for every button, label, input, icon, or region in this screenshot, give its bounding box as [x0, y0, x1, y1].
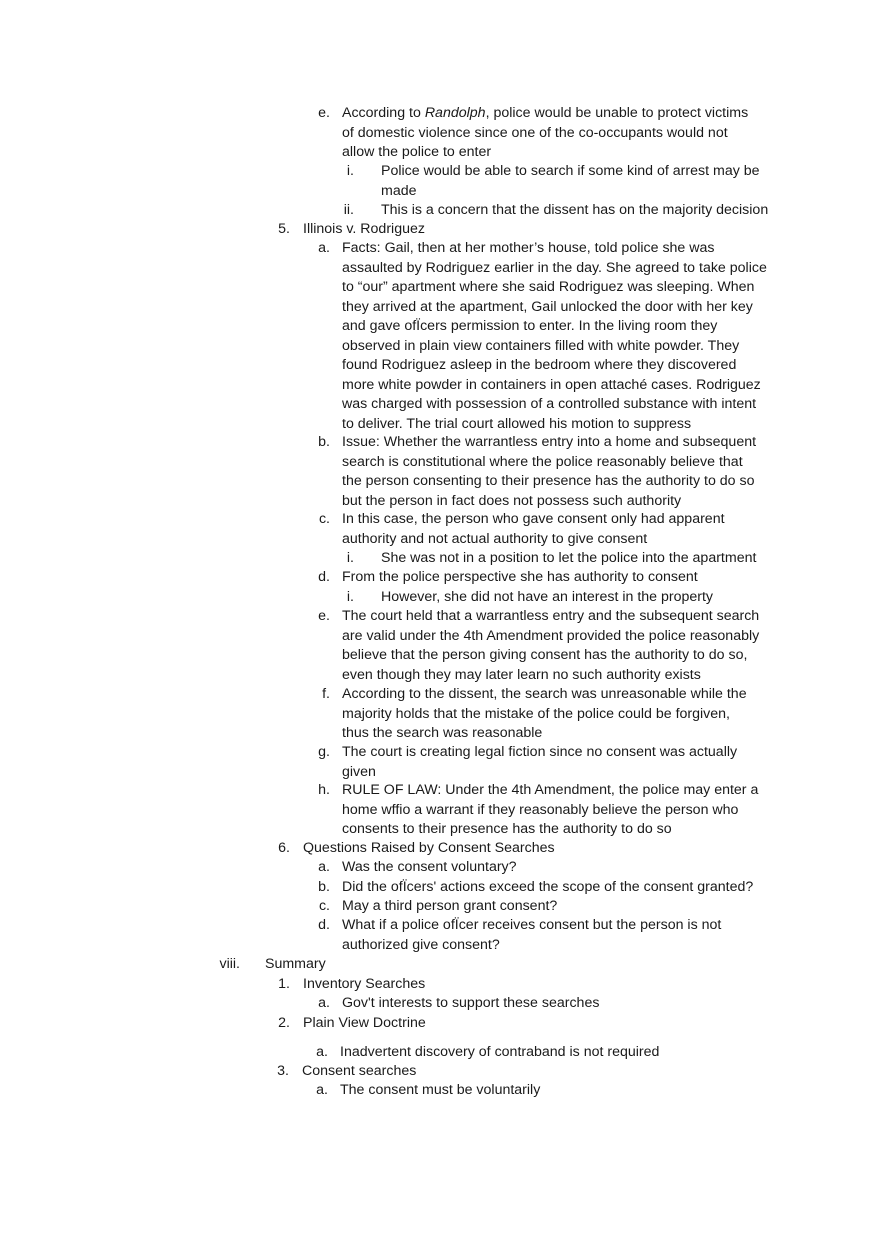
list-text: Summary — [265, 956, 326, 972]
text-fragment: According to — [342, 105, 425, 121]
list-marker: 1. — [278, 976, 290, 992]
list-text: Questions Raised by Consent Searches — [303, 840, 555, 856]
list-marker: ii. — [343, 202, 354, 218]
list-text: they arrived at the apartment, Gail unlocked the door with her key — [342, 298, 753, 315]
list-text: home wffio a warrant if they reasonably believe the person who — [342, 801, 739, 818]
list-text: Consent searches — [302, 1063, 417, 1079]
list-text: of domestic violence since one of the co-occupants would not — [342, 124, 728, 141]
list-marker: b. — [318, 434, 330, 450]
list-marker: a. — [318, 859, 330, 875]
list-text: May a third person grant consent? — [342, 898, 558, 914]
list-marker: a. — [316, 1082, 328, 1098]
list-text: Issue: Whether the warrantless entry into a home and subsequent — [342, 434, 757, 450]
list-text: Police would be able to search if some kind of arrest may be — [381, 163, 760, 179]
list-marker: a. — [316, 1044, 328, 1060]
list-marker: d. — [318, 917, 330, 933]
list-text: This is a concern that the dissent has on the majority decision — [381, 202, 769, 218]
list-text: According to the dissent, the search was unreasonable while the — [342, 686, 747, 702]
list-text: RULE OF LAW: Under the 4th Amendment, the police may enter a — [342, 782, 759, 798]
list-text: What if a police ofÏcer receives consent but the person is not — [342, 917, 722, 933]
list-marker: i. — [346, 550, 354, 566]
list-marker: 3. — [277, 1063, 289, 1079]
list-text: The court is creating legal fiction since no consent was actually — [342, 744, 738, 760]
list-marker: 5. — [278, 221, 290, 237]
list-text: more white powder in containers in open attaché cases. Rodriguez — [342, 376, 761, 393]
list-text: Inadvertent discovery of contraband is not required — [340, 1044, 660, 1060]
list-text: found Rodriguez asleep in the bedroom where they discovered — [342, 357, 737, 373]
list-marker: h. — [318, 782, 330, 798]
list-text: thus the search was reasonable — [342, 725, 543, 741]
list-text: search is constitutional where the police reasonably believe that — [342, 453, 743, 470]
list-text: Gov't interests to support these searches — [342, 995, 600, 1011]
list-marker: 2. — [278, 1015, 290, 1031]
list-text: observed in plain view containers filled with white powder. They — [342, 337, 740, 354]
list-text: believe that the person giving consent has the authority to do so, — [342, 647, 748, 663]
list-marker: a. — [318, 240, 330, 256]
list-marker: c. — [318, 898, 330, 914]
list-marker: a. — [318, 995, 330, 1011]
list-marker: d. — [318, 569, 330, 585]
list-text: assaulted by Rodriguez earlier in the day. She agreed to take police — [342, 259, 767, 276]
list-text: to deliver. The trial court allowed his motion to suppress — [342, 415, 692, 432]
list-text: The court held that a warrantless entry and the subsequent search — [342, 608, 760, 624]
list-marker: c. — [318, 511, 330, 527]
list-marker: i. — [346, 589, 354, 605]
list-marker: g. — [318, 744, 330, 760]
list-text: She was not in a position to let the police into the apartment — [381, 550, 757, 566]
list-marker: 6. — [278, 840, 290, 856]
list-marker: viii. — [219, 956, 240, 972]
list-marker: f. — [322, 686, 330, 702]
list-marker: i. — [346, 163, 354, 179]
list-text: the person consenting to their presence has the authority to do so — [342, 473, 755, 489]
list-text: Inventory Searches — [303, 976, 426, 992]
list-marker: e. — [318, 608, 330, 624]
list-text: even though they may later learn no such authority exists — [342, 666, 701, 683]
list-text: to “our” apartment where she said Rodriguez was sleeping. When — [342, 279, 755, 295]
list-text: allow the police to enter — [342, 144, 492, 160]
list-text: given — [342, 763, 376, 780]
list-text: authority and not actual authority to give consent — [342, 530, 648, 547]
list-text: was charged with possession of a controlled substance with intent — [342, 396, 757, 412]
list-text: However, she did not have an interest in the property — [381, 589, 714, 605]
list-text: majority holds that the mistake of the police could be forgiven, — [342, 705, 731, 722]
list-text: and gave ofÏcers permission to enter. In the living room they — [342, 318, 718, 334]
text-fragment: , police would be unable to protect victims — [485, 105, 749, 121]
list-text — [342, 104, 748, 124]
list-marker: e. — [318, 105, 330, 121]
list-text: made — [381, 182, 417, 199]
list-marker: b. — [318, 879, 330, 895]
list-text: From the police perspective she has authority to consent — [342, 569, 698, 585]
list-text: Illinois v. Rodriguez — [303, 221, 425, 237]
list-text: Facts: Gail, then at her mother’s house, told police she was — [342, 240, 715, 256]
list-text: are valid under the 4th Amendment provided the police reasonably — [342, 627, 760, 644]
list-text: consents to their presence has the authority to do so — [342, 821, 672, 837]
list-text: Plain View Doctrine — [303, 1015, 426, 1031]
case-name: Randolph — [424, 105, 486, 121]
list-text: Was the consent voluntary? — [342, 859, 517, 875]
list-text: but the person in fact does not possess such authority — [342, 492, 682, 509]
list-text: The consent must be voluntarily — [340, 1082, 541, 1098]
list-text: In this case, the person who gave consent only had apparent — [342, 511, 725, 527]
list-text: authorized give consent? — [342, 936, 500, 953]
list-text: Did the ofÏcers' actions exceed the scope of the consent granted? — [342, 879, 754, 895]
